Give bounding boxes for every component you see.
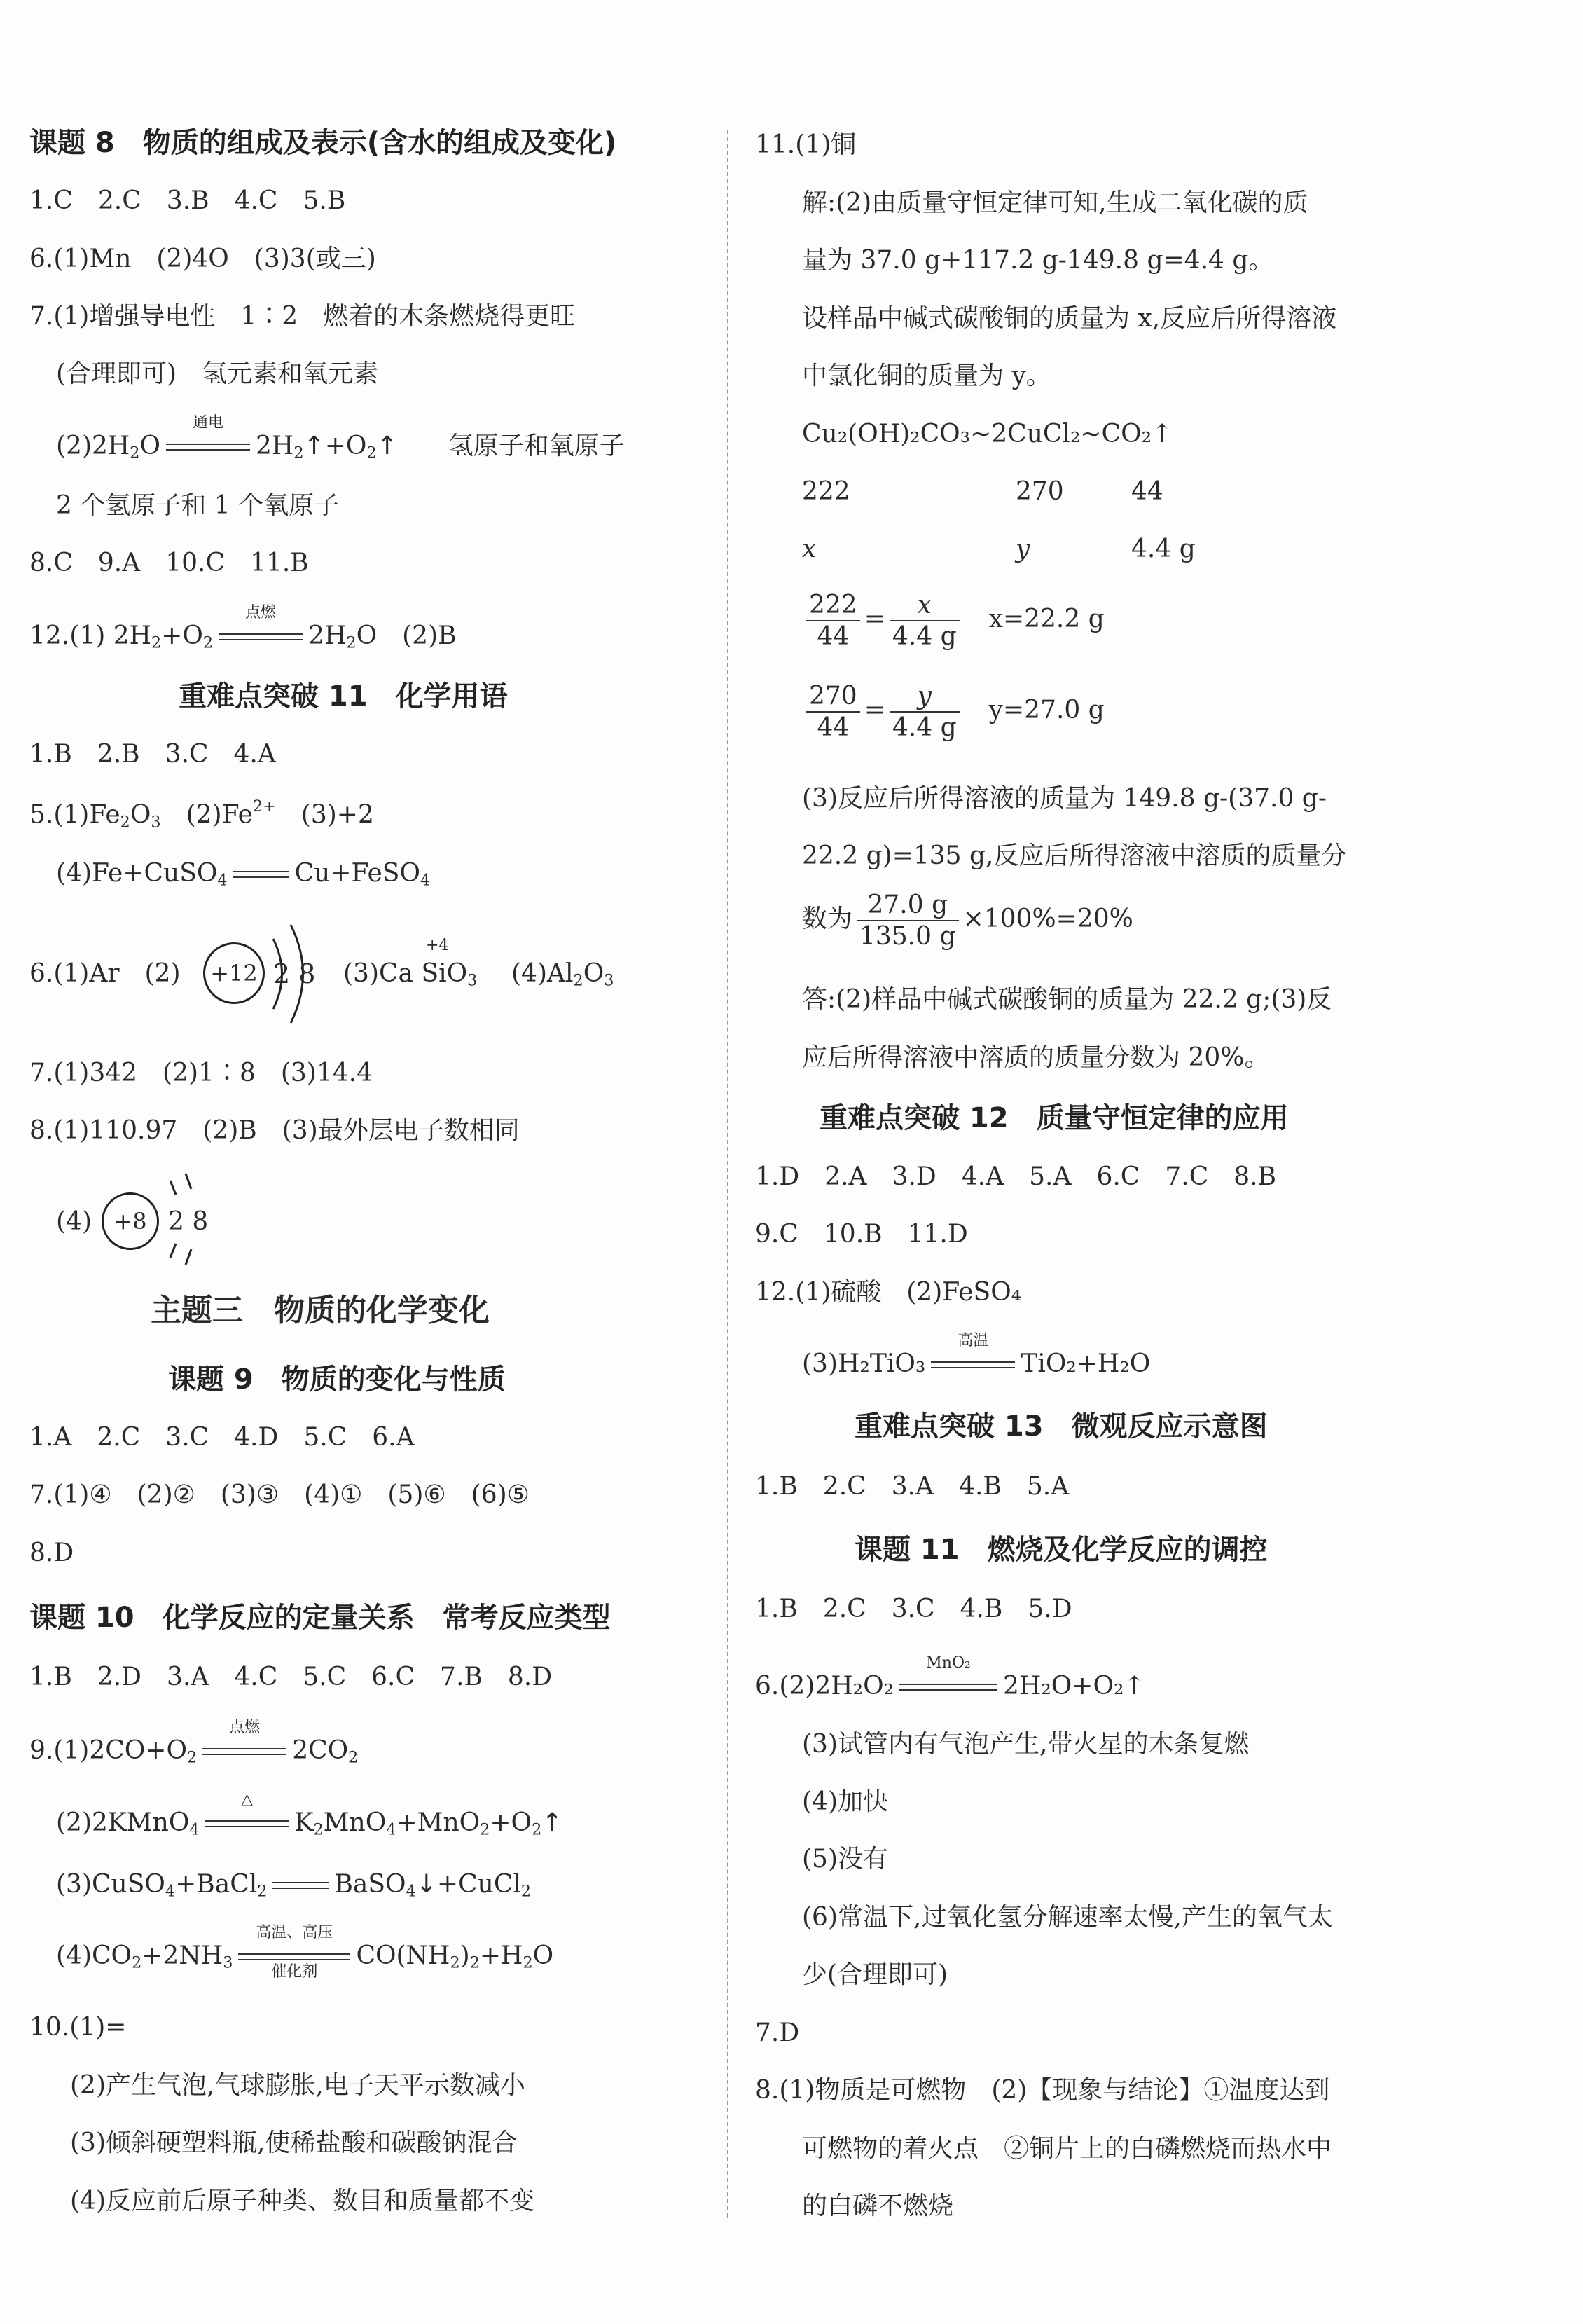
lesson8-answer-7a: 7.(1)增强导电性 1∶2 燃着的木条燃烧得更旺: [29, 302, 576, 331]
solution-line-4: 中氯化铜的质量为 y。: [802, 362, 1051, 390]
breakthrough12-answers-1-8: 1.D 2.A 3.D 4.A 5.A 6.C 7.C 8.B: [755, 1162, 1277, 1191]
lesson9-answer-8: 8.D: [29, 1539, 74, 1567]
solution-line-1: 解:(2)由质量守恒定律可知,生成二氧化碳的质: [802, 188, 1308, 217]
breakthrough11-answer-7: 7.(1)342 (2)1∶8 (3)14.4: [29, 1059, 373, 1087]
lesson8-answer-12: 12.(1) $2H_2+O_2$ 点燃 $2H_2O$ (2)B: [29, 604, 457, 652]
lesson11-answer-8b: 可燃物的着火点 ②铜片上的白磷燃烧而热水中: [802, 2134, 1332, 2163]
breakthrough11-answer-6-pre: 6.(1)Ar (2): [29, 959, 181, 988]
lesson9-title: 课题 9 物质的变化与性质: [168, 1363, 506, 1396]
solution-3-line-2: 22.2 g)=135 g,反应后所得溶液中溶质的质量分: [802, 841, 1347, 870]
unknown-x: x: [802, 535, 817, 563]
lesson8-answer-7b: (合理即可) 氢元素和氧元素: [56, 359, 379, 388]
lesson10-answer-10-1: 10.(1)=: [29, 2013, 127, 2042]
magnesium-electrons: 2 8: [273, 958, 316, 989]
lesson10-title: 课题 10 化学反应的定量关系 常考反应类型: [29, 1602, 611, 1634]
lesson10-answers-1-8: 1.B 2.D 3.A 4.C 5.C 6.C 7.B 8.D: [29, 1663, 553, 1691]
oxygen-nucleus-icon: +8: [102, 1192, 159, 1250]
lesson8-answers-1-5: 1.C 2.C 3.B 4.C 5.B: [29, 186, 346, 215]
solution-3-line-1: (3)反应后所得溶液的质量为 149.8 g-(37.0 g-: [802, 784, 1327, 813]
solution-line-3: 设样品中碱式碳酸铜的质量为 x,反应后所得溶液: [802, 304, 1337, 333]
lesson11-answer-6-6b: 少(合理即可): [802, 1960, 948, 1989]
lesson11-answer-6-5: (5)没有: [802, 1845, 888, 1873]
lesson9-answer-7: 7.(1)④ (2)② (3)③ (4)① (5)⑥ (6)⑤: [29, 1480, 530, 1509]
lesson11-answers-1-5: 1.B 2.C 3.C 4.B 5.D: [755, 1595, 1072, 1623]
magnesium-nucleus-icon: +12: [203, 942, 265, 1004]
breakthrough12-answer-12-3: (3)H₂TiO₃ 高温 TiO₂+H₂O: [802, 1332, 1151, 1378]
lesson8-answer-6: 6.(1)Mn (2)4O (3)3(或三): [29, 245, 376, 273]
reaction-relation: Cu₂(OH)₂CO₃~2CuCl₂~CO₂↑: [802, 420, 1173, 448]
lesson10-answer-9-4: $(4)CO_2+2NH_3$ 高温、高压 催化剂 $CO(NH_2)_2+H_2O$: [56, 1924, 554, 1981]
solution-line-2: 量为 37.0 g+117.2 g-149.8 g=4.4 g。: [802, 246, 1274, 275]
lesson11-title: 课题 11 燃烧及化学反应的调控: [855, 1534, 1268, 1566]
lesson10-answer-9-2: (2)2KMnO$_4$ △ $K_2MnO_4+MnO_2+O_2↑$: [56, 1791, 563, 1839]
breakthrough11-answer-6-4: $(4)Al_2O_3$: [511, 959, 614, 990]
lesson8-title: 课题 8 物质的组成及表示(含水的组成及变化): [29, 127, 617, 159]
molar-mass-222: 222: [802, 477, 850, 506]
breakthrough11-answers-1-4: 1.B 2.B 3.C 4.A: [29, 740, 276, 769]
lesson8-answer-7d: 2 个氢原子和 1 个氧原子: [56, 491, 340, 520]
answer-11-1: 11.(1)铜: [755, 130, 857, 159]
theme3-title: 主题三 物质的化学变化: [151, 1293, 490, 1328]
silicon-valence: +4: [426, 937, 449, 954]
lesson10-answer-9-3: (3)CuSO$_4$+BaCl$_2$ BaSO$_4$↓+CuCl$_2$: [56, 1870, 532, 1901]
proportion-x: $\frac{222}{44}$ = $\frac{x}{4.4 g}$ x=22.2 g: [802, 590, 1105, 652]
breakthrough12-answers-9-11: 9.C 10.B 11.D: [755, 1220, 968, 1249]
oxygen-electrons: 2 8: [168, 1207, 209, 1236]
breakthrough12-title: 重难点突破 12 质量守恒定律的应用: [820, 1102, 1289, 1134]
lesson11-answer-6-6a: (6)常温下,过氧化氢分解速率太慢,产生的氧气太: [802, 1903, 1333, 1932]
breakthrough12-answer-12: 12.(1)硫酸 (2)FeSO₄: [755, 1278, 1022, 1307]
breakthrough11-answer-5a: $5.(1)Fe_2O_3$ $(2)Fe^{2+}$ (3)+2: [29, 797, 374, 832]
lesson11-answer-7: 7.D: [755, 2019, 800, 2047]
lesson10-answer-10-2: (2)产生气泡,气球膨胀,电子天平示数减小: [70, 2071, 525, 2100]
breakthrough11-answer-8: 8.(1)110.97 (2)B (3)最外层电子数相同: [29, 1116, 520, 1145]
co2-mass: 4.4 g: [1131, 535, 1196, 563]
lesson11-answer-6-4: (4)加快: [802, 1787, 888, 1816]
molar-mass-44: 44: [1131, 477, 1163, 506]
unknown-y: y: [1016, 535, 1030, 563]
breakthrough11-title: 重难点突破 11 化学用语: [179, 680, 508, 713]
solution-3-line-3: 数为 $\frac{27.0 g}{135.0 g}$ ×100%=20%: [802, 891, 1133, 951]
lesson11-answer-6-2: 6.(2)2H₂O₂ MnO₂ 2H₂O+O₂↑: [755, 1654, 1145, 1700]
column-divider: [727, 130, 728, 2218]
lesson8-answer-7c: $(2)2H_2O$ 通电 $2H_2↑+O_2↑$ 氢原子和氧原子: [56, 414, 625, 462]
lesson11-answer-8c: 的白磷不燃烧: [802, 2192, 954, 2220]
lesson10-answer-9-1: $9.(1)2CO+O_2$ 点燃 $2CO_2$: [29, 1719, 359, 1767]
breakthrough13-answers-1-5: 1.B 2.C 3.A 4.B 5.A: [755, 1472, 1070, 1501]
breakthrough13-title: 重难点突破 13 微观反应示意图: [855, 1410, 1268, 1443]
lesson10-answer-10-4: (4)反应前后原子种类、数目和质量都不变: [70, 2187, 534, 2215]
proportion-y: $\frac{270}{44}$ = $\frac{y}{4.4 g}$ y=27.0 g: [802, 681, 1105, 743]
breakthrough11-answer-5b: (4)Fe+CuSO$_4$ Cu+FeSO$_4$: [56, 859, 431, 890]
breakthrough11-answer-6-3: (3)Ca SiO$_3$: [343, 959, 478, 990]
final-answer-line-1: 答:(2)样品中碱式碳酸铜的质量为 22.2 g;(3)反: [802, 985, 1332, 1014]
breakthrough11-answer-8-4-label: (4): [56, 1207, 92, 1236]
lesson10-answer-10-3: (3)倾斜硬塑料瓶,使稀盐酸和碳酸钠混合: [70, 2129, 518, 2157]
lesson11-answer-8a: 8.(1)物质是可燃物 (2)【现象与结论】①温度达到: [755, 2076, 1330, 2105]
lesson11-answer-6-3: (3)试管内有气泡产生,带火星的木条复燃: [802, 1730, 1250, 1759]
lesson9-answers-1-6: 1.A 2.C 3.C 4.D 5.C 6.A: [29, 1423, 415, 1452]
final-answer-line-2: 应后所得溶液中溶质的质量分数为 20%。: [802, 1043, 1270, 1072]
lesson8-answers-8-11: 8.C 9.A 10.C 11.B: [29, 549, 309, 577]
molar-mass-270: 270: [1016, 477, 1064, 506]
